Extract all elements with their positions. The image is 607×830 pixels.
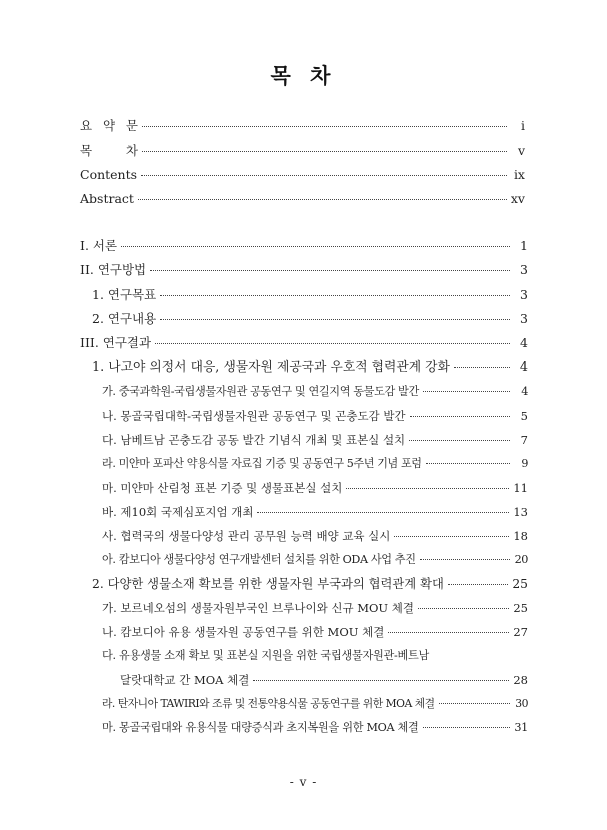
toc-label: 2. 연구내용 bbox=[92, 311, 157, 326]
toc-entry-contents-en[interactable] bbox=[80, 167, 525, 183]
toc-label: Contents bbox=[80, 167, 138, 182]
toc-label: 다. 유용생물 소재 확보 및 표본실 지원을 위한 국립생물자원관-베트남 bbox=[102, 649, 429, 662]
toc-page: 4 bbox=[521, 385, 528, 398]
toc-label: III. 연구결과 bbox=[80, 335, 152, 350]
dot-leader bbox=[150, 270, 510, 271]
dot-leader bbox=[257, 512, 509, 513]
dot-leader bbox=[418, 608, 509, 609]
dot-leader bbox=[439, 703, 510, 704]
toc-label: 나. 캄보디아 유용 생물자원 공동연구를 위한 MOU 체결 bbox=[102, 625, 385, 639]
dot-leader bbox=[138, 199, 507, 200]
toc-entry[interactable] bbox=[102, 624, 528, 640]
toc-page: xv bbox=[510, 191, 525, 206]
toc-entry[interactable] bbox=[102, 408, 528, 424]
toc-label: 라. 탄자니아 TAWIRI와 조류 및 전통약용식물 공동연구를 위한 MOA 체결 bbox=[102, 697, 435, 710]
toc-label: 2. 다양한 생물소재 확보를 위한 생물자원 부국과의 협력관계 확대 bbox=[92, 577, 444, 591]
toc-entry[interactable] bbox=[80, 238, 528, 254]
toc-page: 4 bbox=[520, 335, 528, 350]
toc-label: II. 연구방법 bbox=[80, 262, 147, 277]
toc-page: 28 bbox=[513, 673, 528, 687]
toc-entry[interactable] bbox=[120, 672, 528, 688]
toc-label: 1. 연구목표 bbox=[92, 287, 157, 302]
toc-label: I. 서론 bbox=[80, 238, 118, 253]
toc-page: 25 bbox=[512, 577, 528, 591]
toc-entry[interactable] bbox=[92, 311, 528, 327]
page-title: 목 차 bbox=[270, 63, 337, 88]
toc-entry[interactable] bbox=[80, 335, 528, 351]
toc-entry-summary[interactable] bbox=[80, 118, 525, 134]
dot-leader bbox=[142, 151, 507, 152]
toc-page: 9 bbox=[521, 457, 528, 470]
toc-label: 가. 중국과학원-국립생물자원관 공동연구 및 연길지역 동물도감 발간 bbox=[102, 385, 419, 398]
toc-label: 아. 캄보디아 생물다양성 연구개발센터 설치를 위한 ODA 사업 추진 bbox=[102, 553, 416, 566]
toc-entry-abstract[interactable] bbox=[80, 191, 525, 207]
toc-label: 사. 협력국의 생물다양성 관리 공무원 능력 배양 교육 실시 bbox=[102, 529, 391, 543]
dot-leader bbox=[160, 295, 510, 296]
toc-label: 요 약 문 bbox=[80, 118, 138, 133]
dot-leader bbox=[160, 319, 510, 320]
dot-leader bbox=[409, 440, 510, 441]
toc-entry[interactable] bbox=[92, 287, 528, 303]
toc-page: 27 bbox=[513, 625, 528, 639]
toc-label: 목 차 bbox=[80, 143, 138, 158]
dot-leader bbox=[388, 632, 509, 633]
toc-entry[interactable] bbox=[102, 456, 528, 472]
dot-leader bbox=[253, 680, 509, 681]
toc-page: v bbox=[517, 143, 525, 158]
toc-entry-contents-ko[interactable] bbox=[80, 143, 525, 159]
toc-entry[interactable] bbox=[102, 600, 528, 616]
toc-label: 다. 남베트남 곤충도감 공동 발간 기념식 개최 및 표본실 설치 bbox=[102, 433, 406, 447]
dot-leader bbox=[454, 367, 510, 368]
dot-leader bbox=[155, 343, 510, 344]
toc-page: 1 bbox=[520, 238, 528, 253]
toc-entry[interactable] bbox=[102, 504, 528, 520]
dot-leader bbox=[423, 727, 510, 728]
toc-page: 5 bbox=[520, 409, 528, 423]
toc-entry[interactable] bbox=[80, 262, 528, 278]
toc-page: 31 bbox=[514, 721, 528, 734]
toc-page: 4 bbox=[519, 360, 528, 375]
dot-leader bbox=[423, 391, 510, 392]
toc-page: 3 bbox=[520, 262, 528, 277]
dot-leader bbox=[420, 559, 510, 560]
toc-page: 30 bbox=[515, 697, 528, 710]
toc-page: 3 bbox=[520, 311, 528, 326]
dot-leader bbox=[410, 416, 510, 417]
dot-leader bbox=[394, 536, 509, 537]
dot-leader bbox=[141, 175, 507, 176]
toc-label: 1. 나고야 의정서 대응, 생물자원 제공국과 우호적 협력관계 강화 bbox=[92, 360, 450, 375]
toc-page: 18 bbox=[513, 529, 528, 543]
toc-page: 20 bbox=[514, 553, 528, 566]
toc-label: 바. 제10회 국제심포지엄 개최 bbox=[102, 505, 254, 519]
toc-page: 13 bbox=[513, 505, 528, 519]
toc-label: 나. 몽골국립대학-국립생물자원관 공동연구 및 곤충도감 발간 bbox=[102, 409, 406, 423]
toc-entry[interactable] bbox=[102, 432, 528, 448]
toc-label: 달랏대학교 간 MOA 체결 bbox=[120, 673, 250, 687]
toc-entry[interactable] bbox=[92, 576, 528, 592]
toc-page: 11 bbox=[513, 481, 528, 495]
toc-label: 가. 보르네오섬의 생물자원부국인 브루나이와 신규 MOU 체결 bbox=[102, 601, 414, 615]
toc-entry[interactable] bbox=[102, 384, 528, 400]
toc-page: 25 bbox=[513, 601, 528, 615]
toc-label: 마. 미얀마 산림청 표본 기증 및 생물표본실 설치 bbox=[102, 481, 343, 495]
dot-leader bbox=[346, 488, 509, 489]
toc-entry[interactable] bbox=[102, 696, 528, 712]
toc-page: i bbox=[521, 118, 525, 133]
toc-entry[interactable] bbox=[102, 528, 528, 544]
toc-entry[interactable] bbox=[92, 360, 528, 376]
toc-label: 라. 미얀마 포파산 약용식물 자료집 기증 및 공동연구 5주년 기념 포럼 bbox=[102, 457, 422, 470]
toc-page: 7 bbox=[520, 433, 528, 447]
toc-label: 마. 몽골국립대와 유용식물 대량증식과 초지복원을 위한 MOA 체결 bbox=[102, 721, 419, 734]
toc-entry[interactable] bbox=[102, 720, 528, 736]
dot-leader bbox=[448, 584, 508, 585]
dot-leader bbox=[142, 126, 507, 127]
toc-page: ix bbox=[513, 167, 525, 182]
dot-leader bbox=[426, 463, 510, 464]
page-number-footer: - v - bbox=[289, 775, 318, 789]
toc-entry[interactable] bbox=[102, 480, 528, 496]
dot-leader bbox=[121, 246, 510, 247]
toc-page: 3 bbox=[520, 287, 528, 302]
toc-label: Abstract bbox=[80, 191, 134, 206]
toc-entry[interactable] bbox=[102, 552, 528, 568]
toc-entry[interactable] bbox=[102, 648, 528, 664]
